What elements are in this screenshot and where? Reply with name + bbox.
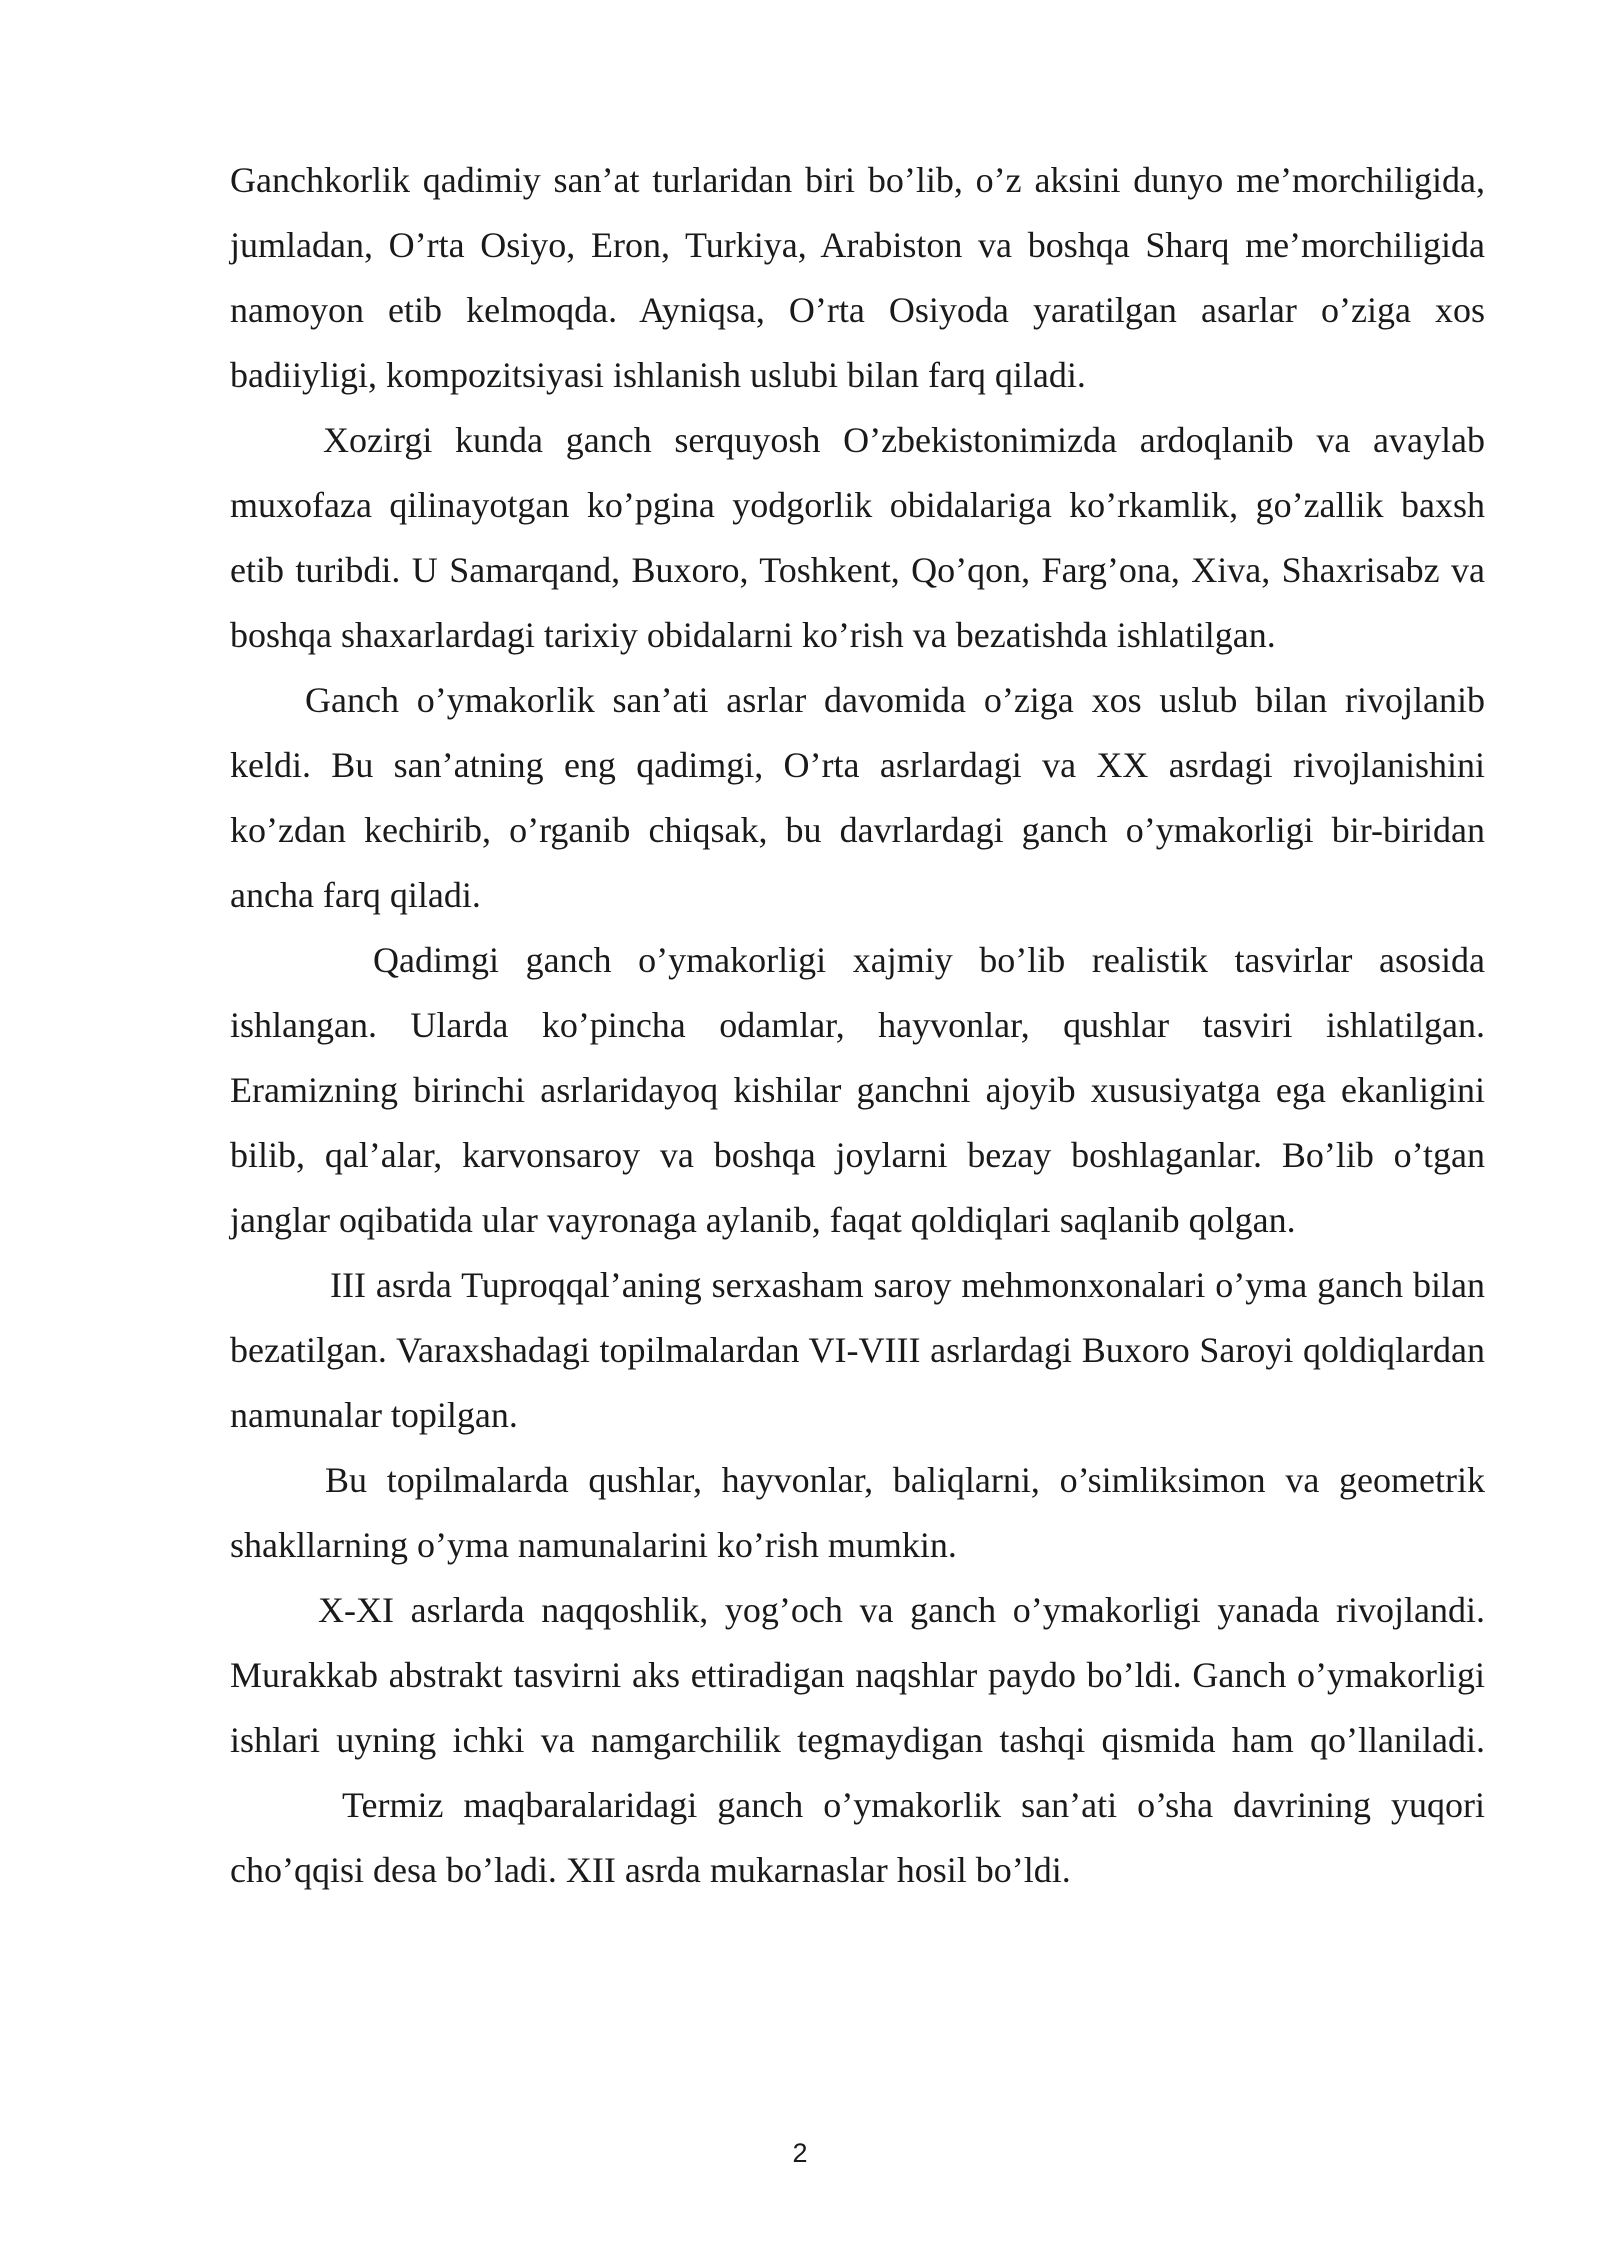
paragraph-1: Ganchkorlik qadimiy san’at turlaridan biri bo’lib, o’z aksini dunyo me’morchiligida, jumladan, O’rta Osiyo, Eron, Turkiya, Arabiston va boshqa Sharq me’morchiligida namoyon etib kelmoqda. Ayniqsa, O’rta Osiyoda yaratilgan asarlar o’ziga xos badiiyligi, kompozitsiyasi ishlanish uslubi bilan farq qiladi.	[230, 160, 1485, 395]
body-text	[230, 148, 1485, 1903]
paragraph-7-continuation: Termiz maqbaralaridagi ganch o’ymakorlik san’ati o’sha davrining yuqori cho’qqisi desa bo’ladi. XII asrda mukarnaslar hosil bo’ldi.	[230, 1785, 1485, 1890]
page-number: 2	[792, 2138, 808, 2168]
paragraph-5: III asrda Tuproqqal’aning serxasham saroy mehmonxonalari o’yma ganch bilan bezatilgan. Varaxshadagi topilmalardan VI-VIII asrlardagi Buxoro Saroyi qoldiqlardan namunalar topilgan.	[230, 1265, 1485, 1435]
paragraph-7	[230, 1578, 1485, 1903]
paragraph-2: Xozirgi kunda ganch serquyosh O’zbekistonimizda ardoqlanib va avaylab muxofaza qilinayotgan ko’pgina yodgorlik obidalariga ko’rkamlik, go’zallik baxsh etib turibdi. U Samarqand, Buxoro, Toshkent, Qo’qon, Farg’ona, Xiva, Shaxrisabz va boshqa shaxarlardagi tarixiy obidalarni ko’rish va bezatishda ishlatilgan.	[230, 420, 1485, 655]
paragraph-4: Qadimgi ganch o’ymakorligi xajmiy bo’lib realistik tasvirlar asosida ishlangan. Ularda ko’pincha odamlar, hayvonlar, qushlar tasviri ishlatilgan. Eramizning birinchi asrlaridayoq kishilar ganchni ajoyib xususiyatga ega ekanligini bilib, qal’alar, karvonsaroy va boshqa joylarni bezay boshlaganlar. Bo’lib o’tgan janglar oqibatida ular vayronaga aylanib, faqat qoldiqlari saqlanib qolgan.	[230, 940, 1485, 1240]
paragraph-3: Ganch o’ymakorlik san’ati asrlar davomida o’ziga xos uslub bilan rivojlanib keldi. Bu san’atning eng qadimgi, O’rta asrlardagi va XX asrdagi rivojlanishini ko’zdan kechirib, o’rganib chiqsak, bu davrlardagi ganch o’ymakorligi bir-biridan ancha farq qiladi.	[230, 680, 1485, 915]
paragraph-6: Bu topilmalarda qushlar, hayvonlar, baliqlarni, o’simliksimon va geometrik shakllarning o’yma namunalarini ko’rish mumkin.	[230, 1460, 1485, 1565]
paragraph-7-text: X-XI asrlarda naqqoshlik, yog’och va ganch o’ymakorligi yanada rivojlandi. Murakkab abstrakt tasvirni aks ettiradigan naqshlar paydo bo’ldi. Ganch o’ymakorligi ishlari uyning ichki va namgarchilik tegmaydigan tashqi qismida ham qo’llaniladi.	[230, 1590, 1485, 1760]
